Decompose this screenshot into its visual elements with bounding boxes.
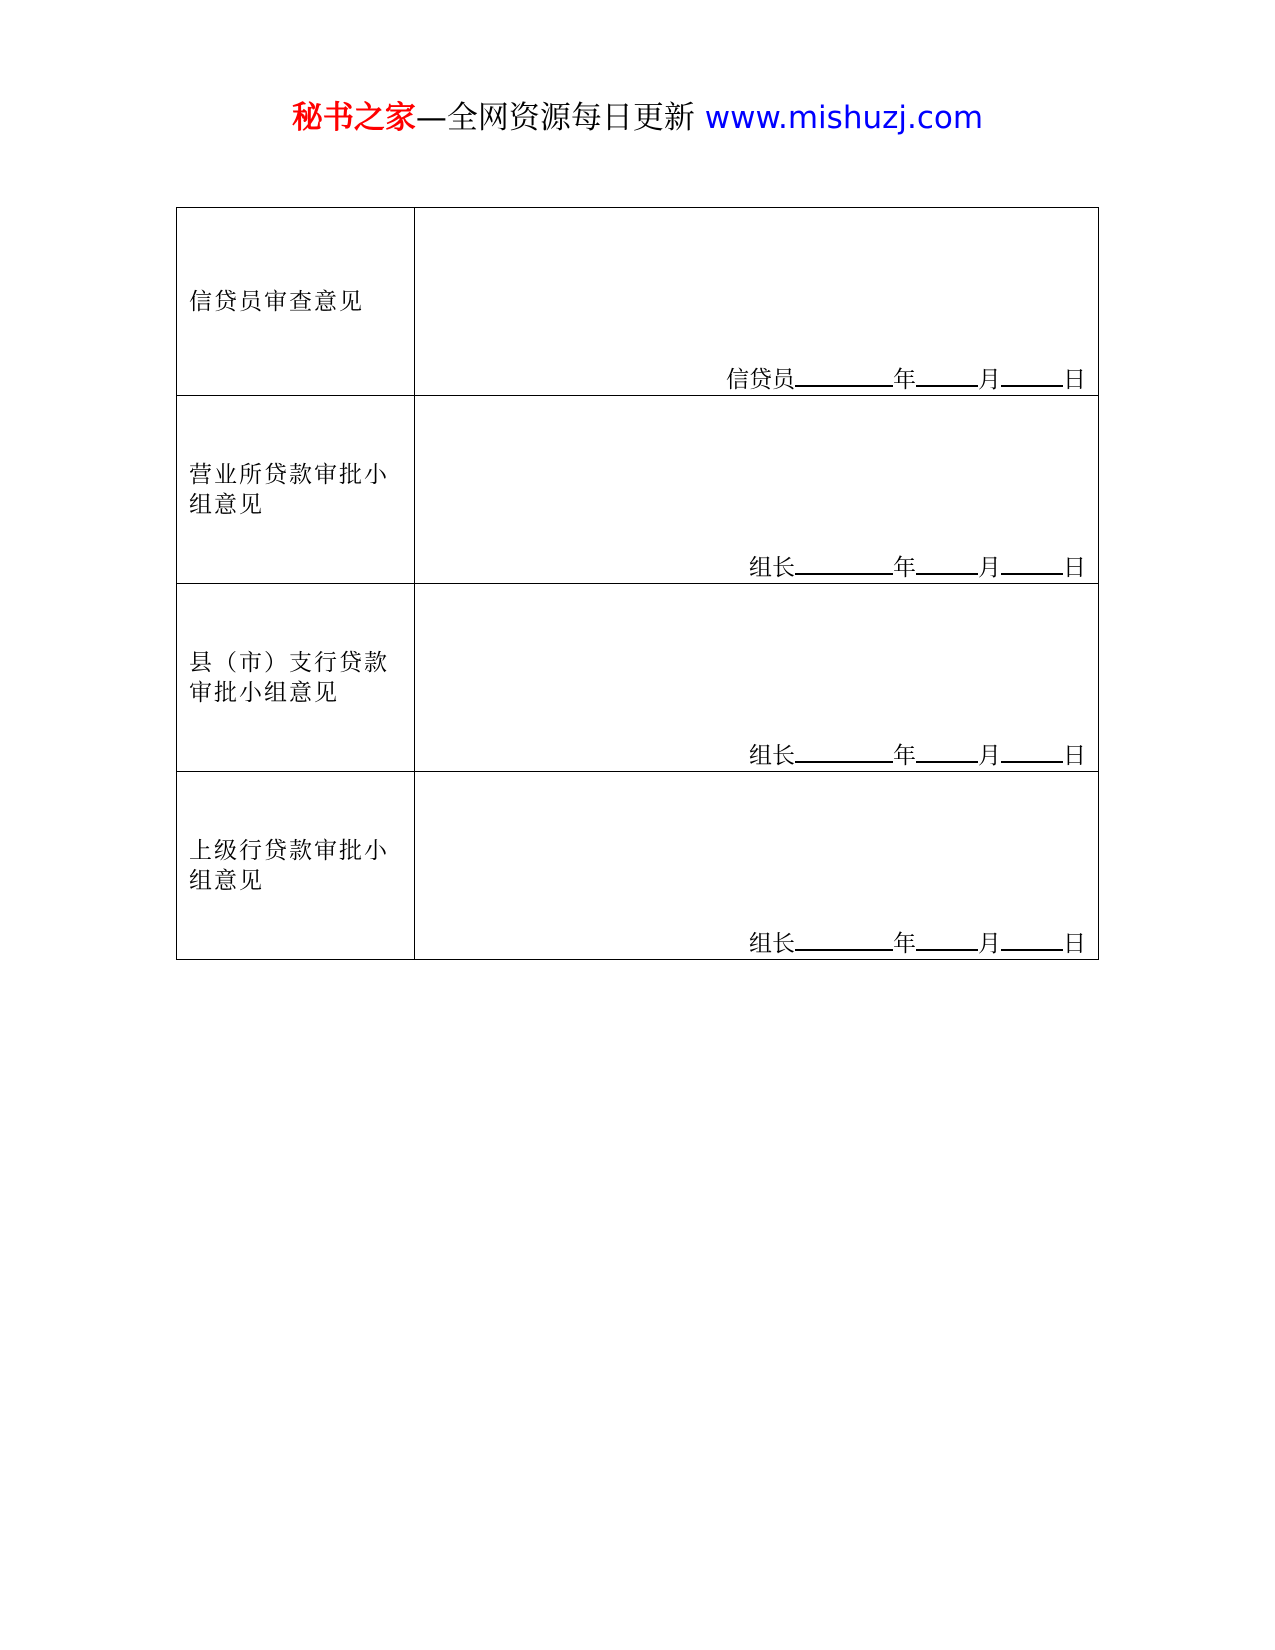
table-row xyxy=(177,208,1099,396)
opinion-cell[interactable] xyxy=(415,208,1099,396)
row-label-cell xyxy=(177,208,415,396)
month-blank[interactable] xyxy=(916,551,978,575)
signer-label: 信贷员 xyxy=(726,367,795,393)
row-label: 营业所贷款审批小组意见 xyxy=(189,461,389,518)
table-row xyxy=(177,772,1099,960)
month-label: 月 xyxy=(978,931,1001,957)
table-row xyxy=(177,584,1099,772)
year-label: 年 xyxy=(893,555,916,581)
signature-line xyxy=(749,927,1086,959)
day-label: 日 xyxy=(1063,555,1086,581)
row-label-cell xyxy=(177,584,415,772)
opinion-cell[interactable] xyxy=(415,396,1099,584)
signature-line xyxy=(749,739,1086,771)
day-blank[interactable] xyxy=(1001,739,1063,763)
signer-label: 组长 xyxy=(749,931,795,957)
signature-line xyxy=(726,363,1086,395)
year-label: 年 xyxy=(893,743,916,769)
month-label: 月 xyxy=(978,743,1001,769)
signer-label: 组长 xyxy=(749,743,795,769)
year-label: 年 xyxy=(893,931,916,957)
day-label: 日 xyxy=(1063,367,1086,393)
row-label: 上级行贷款审批小组意见 xyxy=(189,837,389,894)
approval-form-table xyxy=(176,207,1099,960)
signature-line xyxy=(749,551,1086,583)
table-row xyxy=(177,396,1099,584)
header-tagline: —全网资源每日更新 xyxy=(415,100,695,136)
day-blank[interactable] xyxy=(1001,927,1063,951)
signer-label: 组长 xyxy=(749,555,795,581)
year-label: 年 xyxy=(893,367,916,393)
signer-blank[interactable] xyxy=(795,363,893,387)
day-label: 日 xyxy=(1063,743,1086,769)
row-label-cell xyxy=(177,396,415,584)
page-header xyxy=(0,96,1275,140)
row-label: 信贷员审查意见 xyxy=(189,288,364,315)
signer-blank[interactable] xyxy=(795,927,893,951)
month-label: 月 xyxy=(978,367,1001,393)
month-blank[interactable] xyxy=(916,363,978,387)
opinion-cell[interactable] xyxy=(415,584,1099,772)
month-blank[interactable] xyxy=(916,927,978,951)
brand-name: 秘书之家 xyxy=(291,100,416,136)
month-blank[interactable] xyxy=(916,739,978,763)
month-label: 月 xyxy=(978,555,1001,581)
day-label: 日 xyxy=(1063,931,1086,957)
opinion-cell[interactable] xyxy=(415,772,1099,960)
website-link[interactable]: www.mishuzj.com xyxy=(704,100,984,136)
row-label-cell xyxy=(177,772,415,960)
day-blank[interactable] xyxy=(1001,363,1063,387)
signer-blank[interactable] xyxy=(795,551,893,575)
row-label: 县（市）支行贷款审批小组意见 xyxy=(189,649,389,706)
day-blank[interactable] xyxy=(1001,551,1063,575)
signer-blank[interactable] xyxy=(795,739,893,763)
